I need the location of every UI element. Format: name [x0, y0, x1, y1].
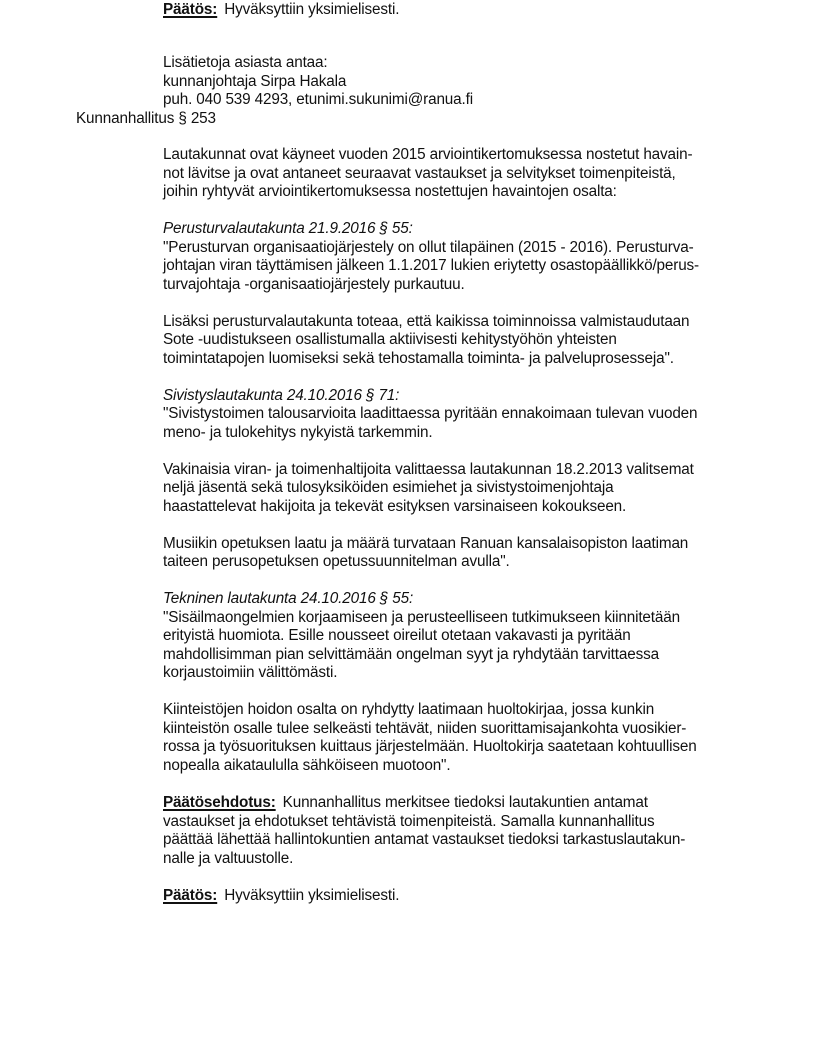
sivistys-text: "Sivistystoimen talousarvioita laadittaessa pyritään ennakoimaan tulevan vuoden: [163, 405, 698, 422]
proposal-text: nalle ja valtuustolle.: [163, 849, 294, 867]
sivistys-text: taiteen perusopetuksen opetussuunnitelman avulla".: [163, 553, 510, 570]
contact-name: kunnanjohtaja Sirpa Hakala: [163, 72, 347, 90]
decision-label: Päätös:: [163, 886, 218, 904]
decision-label: Päätös:: [163, 1, 218, 18]
perusturva-text: Lisäksi perusturvalautakunta toteaa, että kaikissa toiminnoissa valmistaudutaan: [163, 312, 690, 330]
sivistys-text: neljä jäsentä sekä tulosyksiköiden esimiehet ja sivistystoimenjohtaja: [163, 479, 614, 496]
tekninen-text: kiinteistön osalle tulee selkeästi tehtävät, niiden suorittamisajankohta vuosikier-: [163, 719, 687, 737]
tekninen-text: "Sisäilmaongelmien korjaamiseen ja perusteelliseen tutkimukseen kiinnitetään: [163, 608, 680, 626]
intro-line: joihin ryhtyvät arviointikertomuksessa nostettujen havaintojen osalta:: [163, 183, 617, 200]
decision-text: Hyväksyttiin yksimielisesti.: [224, 1, 400, 18]
perusturva-text: turvajohtaja -organisaatiojärjestely purkautuu.: [163, 275, 465, 293]
perusturva-text: toimintatapojen luomiseksi sekä tehostamalla toiminta- ja palveluprosesseja".: [163, 349, 674, 367]
proposal-text: vastaukset ja ehdotukset tehtävistä toimenpiteistä. Samalla kunnanhallitus: [163, 812, 655, 830]
intro-line: Lautakunnat ovat käyneet vuoden 2015 arviointikertomuksessa nostetut havain-: [163, 146, 693, 163]
tekninen-text: korjaustoimiin välittömästi.: [163, 664, 338, 681]
sivistys-text: Vakinaisia viran- ja toimenhaltijoita valittaessa lautakunnan 18.2.2013 valitsemat: [163, 460, 694, 478]
decision-text: Hyväksyttiin yksimielisesti.: [224, 886, 400, 904]
tekninen-text: mahdollisimman pian selvittämään ongelman syyt ja ryhdytään tarvittaessa: [163, 645, 659, 663]
perusturva-text: johtajan viran täyttämisen jälkeen 1.1.2017 lukien eriytetty osastopäällikkö/perus-: [163, 257, 699, 274]
perusturva-text: Sote -uudistukseen osallistumalla aktiivisesti kehitystyöhön yhteisten: [163, 331, 617, 348]
sivistys-heading: Sivistyslautakunta 24.10.2016 § 71:: [163, 386, 400, 404]
tekninen-heading: Tekninen lautakunta 24.10.2016 § 55:: [163, 590, 414, 607]
sivistys-text: haastattelevat hakijoita ja tekevät esityksen varsinaiseen kokoukseen.: [163, 497, 627, 515]
perusturva-heading: Perusturvalautakunta 21.9.2016 § 55:: [163, 220, 413, 237]
sivistys-text: meno- ja tulokehitys nykyistä tarkemmin.: [163, 423, 433, 441]
tekninen-text: Kiinteistöjen hoidon osalta on ryhdytty laatimaan huoltokirjaa, jossa kunkin: [163, 701, 655, 718]
previous-decision: [163, 1, 399, 20]
perusturva-text: "Perusturvan organisaatiojärjestely on ollut tilapäinen (2015 - 2016). Perusturva-: [163, 238, 694, 256]
contact-phone-email: puh. 040 539 4293, etunimi.sukunimi@ranua.fi: [163, 91, 473, 108]
intro-line: not lävitse ja ovat antaneet seuraavat vastaukset ja selvitykset toimenpiteistä,: [163, 164, 676, 182]
contact-heading: Lisätietoja asiasta antaa:: [163, 54, 328, 71]
tekninen-text: nopealla aikataululla sähköiseen muotoon".: [163, 756, 451, 774]
tekninen-text: rossa ja työsuorituksen kuittaus järjestelmään. Huoltokirja saatetaan kohtuullisen: [163, 738, 697, 755]
proposal-label: Päätösehdotus:: [163, 794, 276, 811]
section-header: Kunnanhallitus § 253: [76, 109, 216, 127]
sivistys-text: Musiikin opetuksen laatu ja määrä turvataan Ranuan kansalaisopiston laatiman: [163, 534, 689, 552]
tekninen-text: erityistä huomiota. Esille nousseet oireilut otetaan vakavasti ja pyritään: [163, 627, 631, 644]
final-decision: [163, 887, 399, 906]
proposal-text: päättää lähettää hallintokuntien antamat vastaukset tiedoksi tarkastuslautakun-: [163, 831, 686, 848]
proposal-first-line: [163, 794, 648, 813]
proposal-text: Kunnanhallitus merkitsee tiedoksi lautakuntien antamat: [282, 794, 648, 811]
